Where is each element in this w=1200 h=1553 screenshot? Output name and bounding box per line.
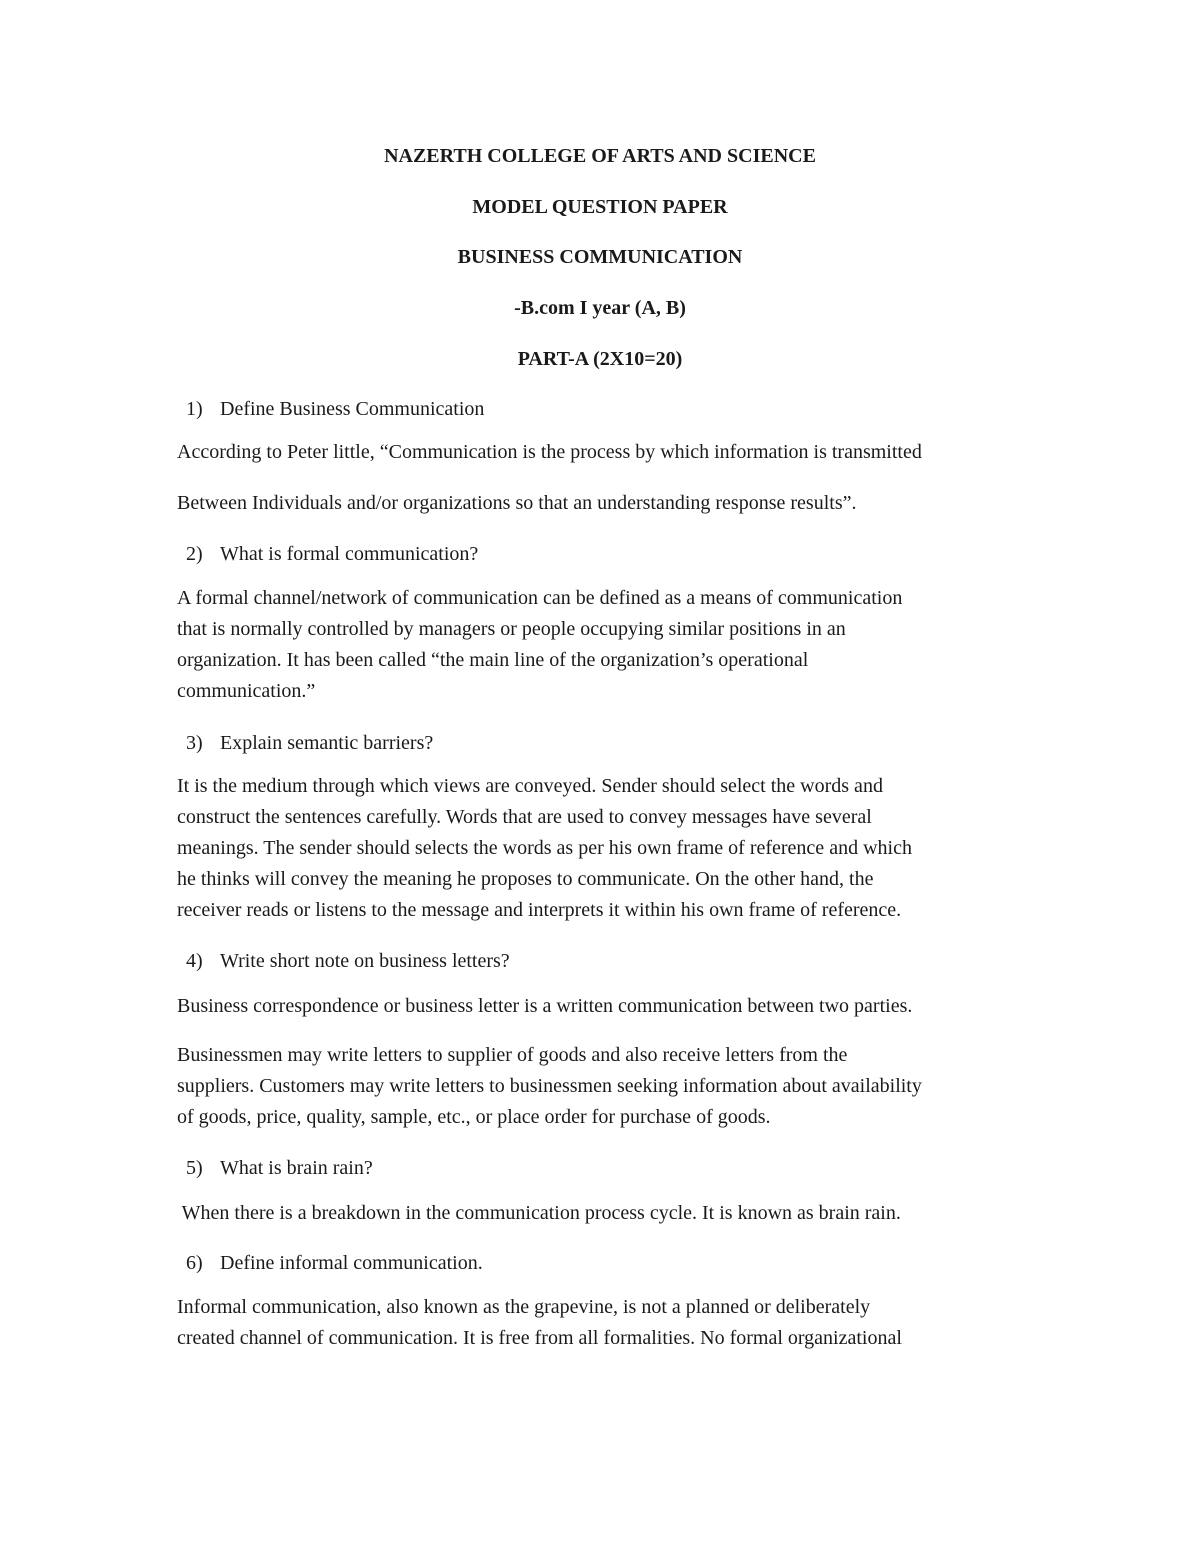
answer-line: Businessmen may write letters to supplier of goods and also receive letters from the [177, 1044, 848, 1066]
answer-line: Informal communication, also known as the grapevine, is not a planned or deliberately [177, 1296, 871, 1318]
college-name: NAZERTH COLLEGE OF ARTS AND SCIENCE [384, 145, 816, 167]
question-number: 3) [186, 732, 203, 754]
part-heading: PART-A (2X10=20) [517, 348, 683, 370]
answer-line: created channel of communication. It is free from all formalities. No formal organizational [177, 1327, 902, 1349]
answer-5-paragraph-1 [177, 1198, 1077, 1229]
answer-2-paragraph-1 [177, 583, 1077, 707]
question-text: Define informal communication. [220, 1252, 483, 1274]
answer-3-paragraph-1 [177, 771, 1077, 926]
question-4 [186, 949, 510, 973]
answer-line: A formal channel/network of communication can be defined as a means of communication [177, 587, 903, 609]
answer-line: of goods, price, quality, sample, etc., or place order for purchase of goods. [177, 1106, 771, 1128]
answer-line: organization. It has been called “the main line of the organization’s operational [177, 649, 809, 671]
question-number: 4) [186, 950, 203, 972]
answer-line: According to Peter little, “Communication is the process by which information is transmitted [177, 441, 922, 463]
question-number: 1) [186, 398, 203, 420]
course-line: -B.com I year (A, B) [514, 297, 686, 319]
question-text: Explain semantic barriers? [220, 732, 434, 754]
answer-line: construct the sentences carefully. Words that are used to convey messages have several [177, 806, 872, 828]
question-number: 2) [186, 543, 203, 565]
question-1 [186, 397, 484, 421]
question-5 [186, 1156, 373, 1180]
subject-title: BUSINESS COMMUNICATION [457, 246, 743, 268]
question-3 [186, 731, 433, 755]
answer-line: receiver reads or listens to the message and interprets it within his own frame of reference. [177, 899, 902, 921]
answer-line: he thinks will convey the meaning he proposes to communicate. On the other hand, the [177, 868, 874, 890]
answer-4-paragraph-2 [177, 1040, 1077, 1133]
question-text: Write short note on business letters? [220, 950, 510, 972]
answer-line: Business correspondence or business letter is a written communication between two parties. [177, 995, 913, 1017]
answer-line: communication.” [177, 680, 316, 702]
answer-line: meanings. The sender should selects the words as per his own frame of reference and which [177, 837, 912, 859]
answer-line: It is the medium through which views are conveyed. Sender should select the words and [177, 775, 883, 797]
paper-type: MODEL QUESTION PAPER [472, 196, 728, 218]
question-text: What is formal communication? [220, 543, 479, 565]
answer-line: Between Individuals and/or organizations so that an understanding response results”. [177, 492, 857, 514]
answer-line: that is normally controlled by managers or people occupying similar positions in an [177, 618, 846, 640]
answer-1-paragraph-2 [177, 488, 1077, 519]
question-number: 6) [186, 1252, 203, 1274]
answer-1-paragraph-1 [177, 437, 1077, 468]
question-text: What is brain rain? [220, 1157, 373, 1179]
question-text: Define Business Communication [220, 398, 485, 420]
question-6 [186, 1251, 483, 1275]
question-2 [186, 542, 478, 566]
answer-4-paragraph-1 [177, 991, 1077, 1022]
question-number: 5) [186, 1157, 203, 1179]
answer-line: When there is a breakdown in the communication process cycle. It is known as brain rain. [177, 1202, 901, 1224]
answer-line: suppliers. Customers may write letters to businessmen seeking information about availability [177, 1075, 922, 1097]
answer-6-paragraph-1 [177, 1292, 1077, 1354]
